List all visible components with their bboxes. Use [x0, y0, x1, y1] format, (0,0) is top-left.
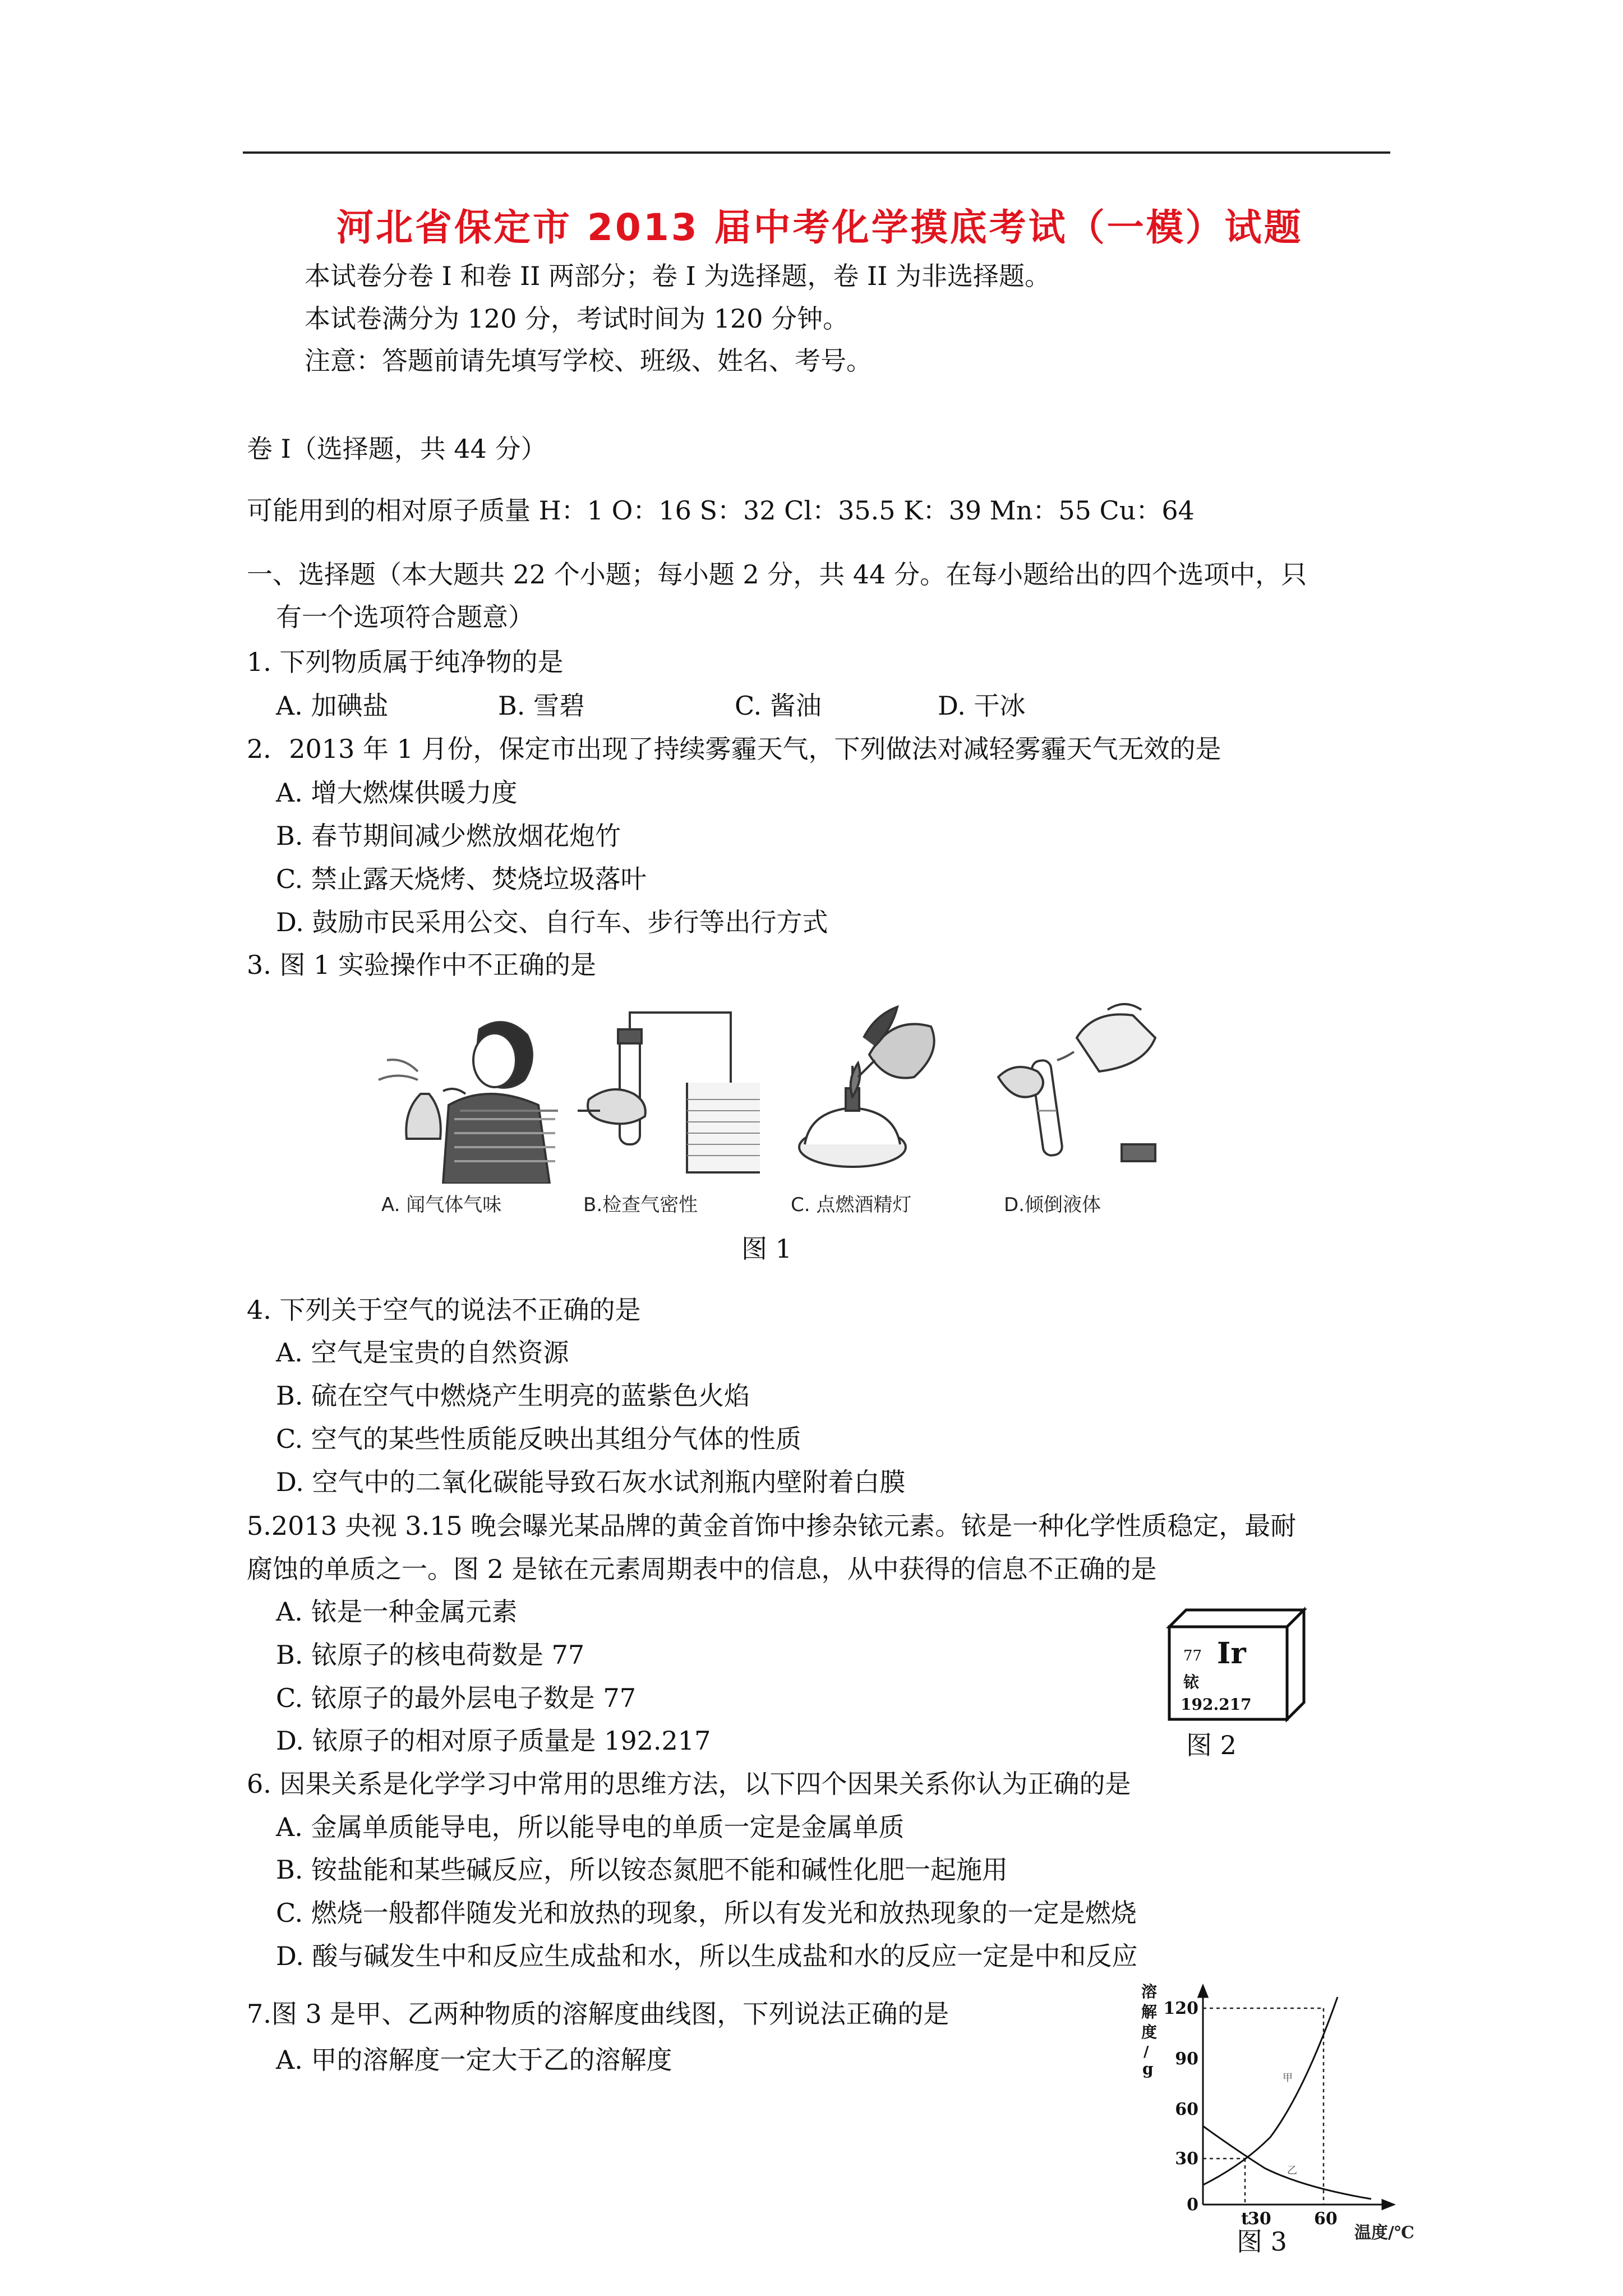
y-tick-120: 120 [1163, 1999, 1198, 2018]
figure-1-panel-b [566, 999, 760, 1237]
question-6-option-a: A. 金属单质能导电，所以能导电的单质一定是金属单质 [276, 1812, 905, 1842]
intro-line-3: 注意：答题前请先填写学校、班级、姓名、考号。 [305, 346, 872, 376]
page-title: 河北省保定市 2013 届中考化学摸底考试（一模）试题 [336, 206, 1303, 249]
question-6-option-b: B. 铵盐能和某些碱反应，所以铵态氮肥不能和碱性化肥一起施用 [276, 1855, 1008, 1885]
solubility-curve-chart [1136, 1980, 1422, 2227]
figure-1-panel-c [780, 999, 973, 1237]
pouring-liquid-illustration [981, 999, 1175, 1184]
question-1-option-d: D. 干冰 [938, 691, 1026, 721]
question-2-option-b: B. 春节期间减少燃放烟花炮竹 [276, 821, 621, 851]
question-2-option-c: C. 禁止露天烧烤、焚烧垃圾落叶 [276, 864, 647, 894]
iridium-name: 铱 [1183, 1673, 1200, 1691]
iridium-symbol: Ir [1217, 1636, 1246, 1671]
question-6-option-d: D. 酸与碱发生中和反应生成盐和水，所以生成盐和水的反应一定是中和反应 [276, 1941, 1138, 1971]
question-4-stem: 4. 下列关于空气的说法不正确的是 [247, 1295, 641, 1325]
question-7-option-a: A. 甲的溶解度一定大于乙的溶解度 [276, 2045, 672, 2075]
series-label-yi: 乙 [1287, 2165, 1297, 2177]
solubility-curve-jia [1203, 1997, 1338, 2185]
question-5-option-b: B. 铱原子的核电荷数是 77 [276, 1640, 585, 1670]
figure-1 [365, 999, 1189, 1237]
alcohol-lamp-illustration [780, 999, 973, 1184]
y-tick-60: 60 [1175, 2100, 1198, 2119]
question-4-option-b: B. 硫在空气中燃烧产生明亮的蓝紫色火焰 [276, 1381, 750, 1411]
figure-2-label: 图 2 [1186, 1730, 1237, 1760]
y-axis-label-char-4: / [1144, 2044, 1149, 2060]
question-5-option-a: A. 铱是一种金属元素 [276, 1596, 518, 1627]
figure-1-panel-a [365, 999, 558, 1237]
x-axis-label: 温度/℃ [1354, 2223, 1414, 2243]
figure-1-panel-d [981, 999, 1175, 1237]
airtightness-check-illustration [566, 999, 760, 1184]
question-1-option-a: A. 加碘盐 [276, 691, 389, 721]
question-3-stem: 3. 图 1 实验操作中不正确的是 [247, 950, 597, 980]
question-4-option-a: A. 空气是宝贵的自然资源 [276, 1337, 569, 1368]
question-1-option-b: B. 雪碧 [498, 691, 585, 721]
y-tick-30: 30 [1175, 2149, 1198, 2169]
question-2-option-a: A. 增大燃煤供暖力度 [276, 777, 518, 808]
x-tick-30: 30 [1248, 2209, 1271, 2227]
y-tick-90: 90 [1175, 2049, 1198, 2069]
figure-1-caption-a: A. 闻气体气味 [381, 1194, 502, 1216]
part-one-intro-cont: 有一个选项符合题意） [276, 602, 534, 632]
y-axis-label-char-5: g [1142, 2060, 1154, 2078]
x-tick-60: 60 [1314, 2209, 1338, 2227]
header-rule [243, 151, 1390, 154]
question-4-option-c: C. 空气的某些性质能反映出其组分气体的性质 [276, 1424, 801, 1454]
atomic-mass-line: 可能用到的相对原子质量 H：1 O：16 S：32 Cl：35.5 K：39 Mn：55 Cu：64 [247, 495, 1195, 526]
figure-1-caption-c: C. 点燃酒精灯 [791, 1194, 912, 1216]
question-2-option-d: D. 鼓励市民采用公交、自行车、步行等出行方式 [276, 907, 828, 937]
y-axis-label-char-1: 溶 [1141, 1982, 1158, 2001]
question-4-option-d: D. 空气中的二氧化碳能导致石灰水试剂瓶内壁附着白膜 [276, 1467, 906, 1497]
figure-1-label: 图 1 [741, 1234, 792, 1264]
intro-line-2: 本试卷满分为 120 分，考试时间为 120 分钟。 [305, 303, 849, 334]
y-axis-label-char-3: 度 [1141, 2023, 1158, 2041]
figure-1-caption-d: D.倾倒液体 [1004, 1194, 1101, 1216]
figure-3-label: 图 3 [1237, 2226, 1287, 2257]
question-6-stem: 6. 因果关系是化学学习中常用的思维方法，以下四个因果关系你认为正确的是 [247, 1769, 1131, 1799]
figure-2 [1164, 1604, 1310, 1760]
y-axis-label-char-2: 解 [1141, 2003, 1158, 2021]
solubility-curve-yi [1203, 2126, 1371, 2199]
part-one-intro: 一、选择题（本大题共 22 个小题；每小题 2 分，共 44 分。在每小题给出的四个选项中，只 [247, 559, 1307, 590]
iridium-atomic-number: 77 [1183, 1648, 1202, 1664]
intro-line-1: 本试卷分卷 I 和卷 II 两部分；卷 I 为选择题，卷 II 为非选择题。 [305, 261, 1051, 291]
smelling-gas-illustration [365, 999, 558, 1184]
question-5-stem-2: 腐蚀的单质之一。图 2 是铱在元素周期表中的信息，从中获得的信息不正确的是 [247, 1554, 1157, 1584]
question-5-option-d: D. 铱原子的相对原子质量是 192.217 [276, 1726, 711, 1756]
question-1-stem: 1. 下列物质属于纯净物的是 [247, 647, 564, 677]
x-tick-t: t [1241, 2209, 1249, 2227]
section-heading: 卷 I（选择题，共 44 分） [247, 434, 547, 464]
question-6-option-c: C. 燃烧一般都伴随发光和放热的现象，所以有发光和放热现象的一定是燃烧 [276, 1898, 1137, 1928]
question-2-stem: 2．2013 年 1 月份，保定市出现了持续雾霾天气，下列做法对减轻雾霾天气无效的是 [247, 734, 1221, 764]
question-5-option-c: C. 铱原子的最外层电子数是 77 [276, 1683, 636, 1713]
series-label-jia: 甲 [1283, 2072, 1293, 2084]
question-5-stem-1: 5.2013 央视 3.15 晚会曝光某品牌的黄金首饰中掺杂铱元素。铱是一种化学性质稳定，最耐 [247, 1511, 1297, 1541]
y-tick-0: 0 [1187, 2195, 1198, 2215]
question-7-stem: 7.图 3 是甲、乙两种物质的溶解度曲线图，下列说法正确的是 [247, 1999, 949, 2029]
question-1-option-c: C. 酱油 [735, 691, 822, 721]
iridium-element-tile [1164, 1604, 1310, 1722]
iridium-mass: 192.217 [1181, 1695, 1252, 1714]
figure-3 [1136, 1980, 1422, 2249]
figure-1-caption-b: B.检查气密性 [583, 1194, 698, 1216]
